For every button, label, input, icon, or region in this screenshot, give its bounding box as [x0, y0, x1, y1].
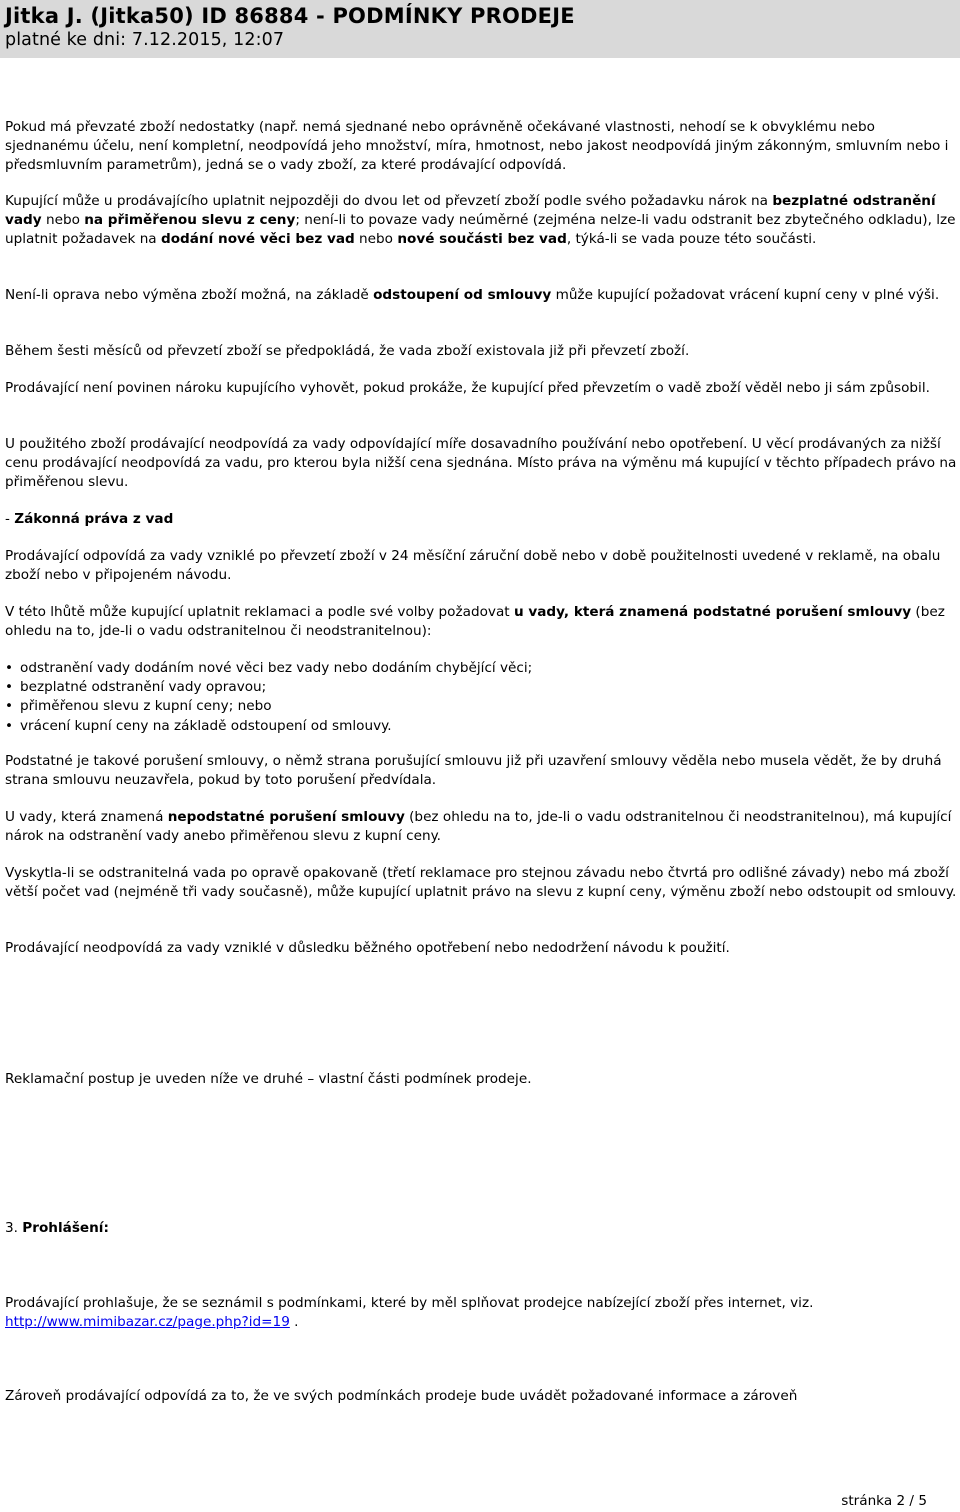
bullet-icon: • — [5, 698, 14, 715]
text-run: Prodávající odpovídá za vady vzniklé po převzetí zboží v 24 měsíční záruční době nebo v době použitelnosti uvedené v reklamě, na obalu zboží nebo v připojeném návodu. — [5, 548, 941, 584]
paragraph — [5, 286, 957, 305]
list-item-text: bezplatné odstranění vady opravou; — [20, 679, 267, 696]
list-item — [5, 659, 955, 678]
paragraph — [5, 864, 957, 902]
paragraph — [5, 435, 957, 493]
paragraph — [5, 118, 957, 176]
terms-link[interactable]: http://www.mimibazar.cz/page.php?id=19 — [5, 1314, 290, 1331]
bold-text: nepodstatné porušení smlouvy — [167, 809, 405, 825]
text-run: ; není-li to povaze vady neúměrné (zejména nelze-li vadu odstranit bez zbytečného odkladu), lze uplatnit požadavek na — [5, 212, 956, 248]
validity-date: platné ke dni: 7.12.2015, 12:07 — [5, 30, 285, 50]
list-item — [5, 678, 955, 697]
text-run: Kupující může u prodávajícího uplatnit nejpozději do dvou let od převzetí zboží podle svého požadavku nárok na — [5, 193, 773, 209]
bold-text: nové součásti bez vad — [397, 231, 567, 248]
bold-text: Zákonná práva z vad — [14, 511, 174, 527]
paragraph — [5, 1294, 957, 1332]
section-heading — [5, 1219, 957, 1238]
text-run: Podstatné je takové porušení smlouvy, o němž strana porušující smlouvu již při uzavření smlouvy věděla nebo musela vědět, že by druhá strana smlouvu neuzavřela, pokud by toto porušení předvídala. — [5, 753, 942, 789]
text-run: Pokud má převzaté zboží nedostatky (např. nemá sjednané nebo oprávněně očekávané vlastnosti, nehodí se k obvyklému nebo sjednanému účelu, není kompletní, neodpovídá jeho množství, míra, hmotnost, nebo jakost neodpovídá jiným zákonným, smluvním nebo i předsmluvním parametrům), jedná se o vady zboží, za které prodávající odpovídá. — [5, 119, 949, 174]
text-run: Vyskytla-li se odstranitelná vada po opravě opakovaně (třetí reklamace pro stejnou závadu nebo čtvrtá pro odlišné závady) nebo má zboží větší počet vad (nejméně tři vady současně), může kupující uplatnit právo na slevu z kupní ceny, výměnu zboží nebo odstoupit od smlouvy. — [5, 865, 957, 901]
text-run: Reklamační postup je uveden níže ve druhé – vlastní části podmínek prodeje. — [5, 1071, 532, 1087]
bullet-icon: • — [5, 660, 14, 676]
bullet-icon: • — [5, 717, 14, 734]
paragraph — [5, 342, 957, 361]
remedy-list — [5, 659, 955, 736]
text-run: , týká-li se vada pouze této součásti. — [566, 231, 817, 248]
text-run: U vady, která znamená — [5, 809, 168, 825]
text-run: Prodávající neodpovídá za vady vzniklé v důsledku běžného opotřebení nebo nedodržení návodu k použití. — [5, 940, 730, 956]
text-run: V této lhůtě může kupující uplatnit reklamaci a podle své volby požadovat — [5, 604, 514, 620]
bold-text: bezplatné odstranění vady — [5, 193, 936, 229]
section-heading — [5, 510, 957, 529]
list-item-text: odstranění vady dodáním nové věci bez vady nebo dodáním chybějící věci; — [20, 660, 533, 676]
text-run: nebo — [354, 231, 398, 248]
text-run: (bez ohledu na to, jde-li o vadu odstranitelnou či neodstranitelnou), má kupující nárok na odstranění vady anebo přiměřenou slevu z kupní ceny. — [5, 809, 952, 845]
paragraph — [5, 939, 957, 958]
bullet-icon: • — [5, 679, 14, 696]
text-run: může kupující požadovat vrácení kupní ceny v plné výši. — [551, 287, 940, 303]
text-run: Není-li oprava nebo výměna zboží možná, na základě — [5, 287, 374, 303]
text-run: (bez ohledu na to, jde-li o vadu odstranitelnou či neodstranitelnou): — [5, 604, 945, 640]
document-title: Jitka J. (Jitka50) ID 86884 - PODMÍNKY PRODEJE — [5, 4, 575, 28]
list-item-text: vrácení kupní ceny na základě odstoupení od smlouvy. — [20, 717, 392, 734]
list-item — [5, 717, 955, 736]
bold-text: na přiměřenou slevu z ceny — [84, 212, 296, 229]
list-item-text: přiměřenou slevu z kupní ceny; nebo — [20, 698, 272, 715]
text-run: 3. — [5, 1220, 23, 1236]
text-run: Během šesti měsíců od převzetí zboží se předpokládá, že vada zboží existovala již při převzetí zboží. — [5, 343, 690, 359]
paragraph — [5, 1070, 957, 1089]
text-run: Prodávající není povinen nároku kupujícího vyhovět, pokud prokáže, že kupující před převzetím o vadě zboží věděl nebo ji sám způsobil. — [5, 380, 930, 396]
paragraph — [5, 752, 957, 790]
paragraph — [5, 808, 957, 846]
text-run: . — [289, 1314, 299, 1331]
text-run: - — [5, 511, 15, 527]
paragraph — [5, 379, 957, 398]
text-run: Prodávající prohlašuje, že se seznámil s podmínkami, které by měl splňovat prodejce nabízející zboží přes internet, viz. — [5, 1295, 814, 1311]
paragraph — [5, 192, 957, 250]
list-item — [5, 697, 955, 716]
page-number: stránka 2 / 5 — [841, 1493, 927, 1509]
bold-text: Prohlášení: — [22, 1220, 109, 1236]
paragraph — [5, 603, 957, 641]
text-run: U použitého zboží prodávající neodpovídá za vady odpovídající míře dosavadního používání nebo opotřebení. U věcí prodávaných za nižší cenu prodávající neodpovídá za vadu, pro kterou byla nižší cena sjednána. Místo práva na výměnu má kupující v těchto případech právo na přiměřenou slevu. — [5, 436, 957, 491]
bold-text: dodání nové věci bez vad — [160, 231, 355, 248]
paragraph — [5, 1387, 957, 1406]
page-header — [0, 0, 960, 58]
paragraph — [5, 547, 957, 585]
text-run: nebo — [41, 212, 85, 229]
bold-text: u vady, která znamená podstatné porušení smlouvy — [513, 604, 912, 620]
bold-text: odstoupení od smlouvy — [373, 287, 552, 303]
text-run: Zároveň prodávající odpovídá za to, že ve svých podmínkách prodeje bude uvádět požadované informace a zároveň — [5, 1388, 798, 1404]
